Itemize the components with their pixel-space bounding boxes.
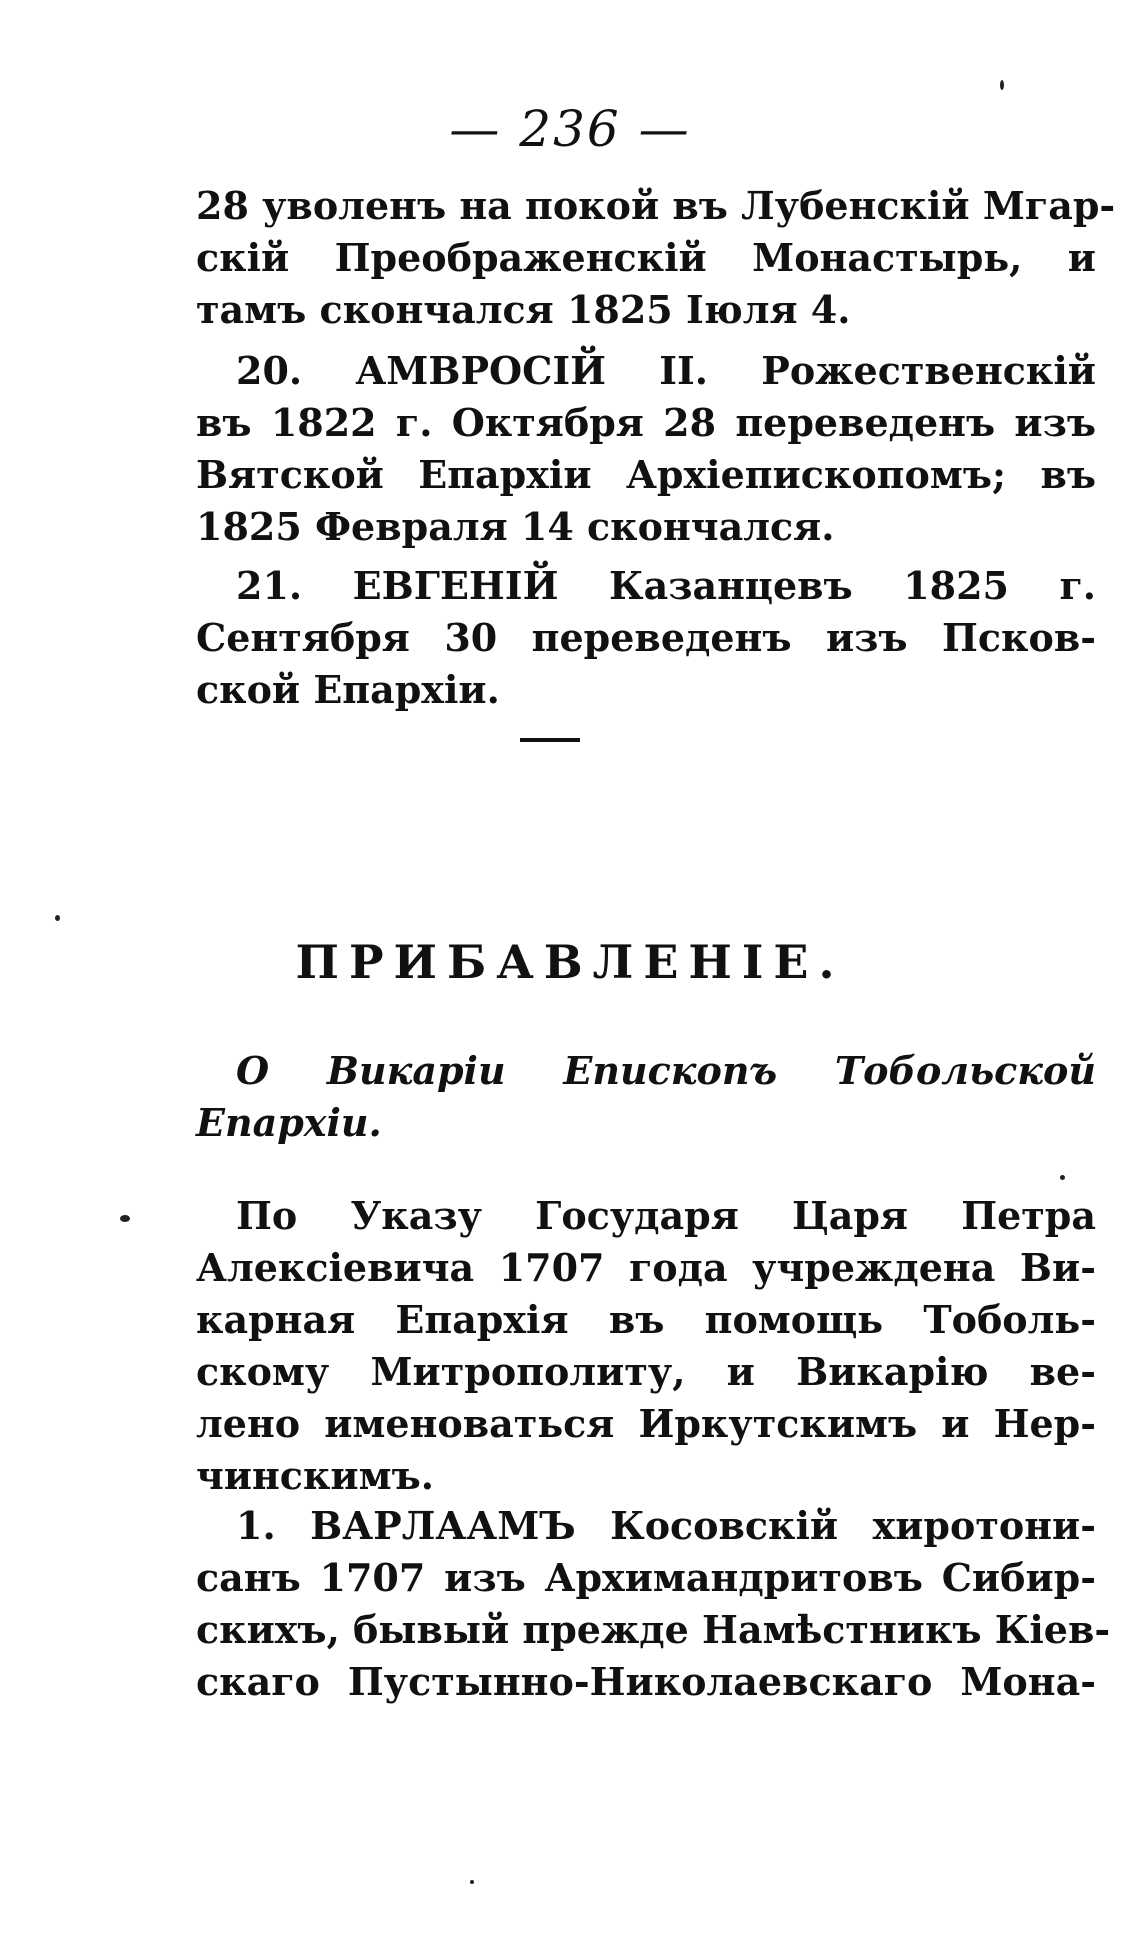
text-line: По Указу Государя Царя Петра: [236, 1193, 1096, 1238]
text-line: О Викаріи Епископъ Тобольской: [236, 1048, 1096, 1093]
text-line: 21. ЕВГЕНІЙ Казанцевъ 1825 г.: [236, 563, 1096, 608]
text-line: 20. АМВРОСІЙ II. Рожественскій: [236, 348, 1096, 393]
page-number: — 236 —: [449, 100, 691, 158]
continuation-paragraph: [196, 180, 1116, 336]
text-line: скому Митрополиту, и Викарію ве-: [196, 1349, 1096, 1394]
entry-20: [196, 345, 1096, 553]
section-heading: ПРИБАВЛЕНІЕ.: [295, 935, 845, 989]
text-line: въ 1822 г. Октября 28 переведенъ изъ: [196, 400, 1096, 445]
scan-speck: [470, 1880, 474, 1884]
decree-paragraph: [196, 1190, 1096, 1502]
scan-speck: [1060, 1175, 1065, 1180]
text-line: Алексіевича 1707 года учреждена Ви-: [196, 1245, 1096, 1290]
text-line: 1825 Февраля 14 скончался.: [196, 504, 835, 549]
scan-speck: [120, 1215, 130, 1222]
scan-speck: [1000, 80, 1004, 90]
text-line: карная Епархія въ помощь Тоболь-: [196, 1297, 1096, 1342]
text-line: скій Преображенскій Монастырь, и: [196, 235, 1096, 280]
text-line: Епархіи.: [196, 1100, 382, 1145]
text-line: скихъ, бывый прежде Намѣстникъ Кіев-: [196, 1607, 1111, 1652]
entry-1: [196, 1500, 1111, 1708]
subheading: [196, 1045, 1096, 1149]
text-line: Вятской Епархіи Архіепископомъ; въ: [196, 452, 1096, 497]
text-line: 28 уволенъ на покой въ Лубенскій Мгар-: [196, 183, 1116, 228]
text-line: лено именоваться Иркутскимъ и Нер-: [196, 1401, 1096, 1446]
text-line: чинскимъ.: [196, 1453, 434, 1498]
scan-speck: [55, 915, 60, 921]
text-line: тамъ скончался 1825 Іюля 4.: [196, 287, 851, 332]
entry-21: [196, 560, 1096, 716]
text-line: санъ 1707 изъ Архимандритовъ Сибир-: [196, 1555, 1096, 1600]
text-line: ской Епархіи.: [196, 667, 500, 712]
section-divider: [520, 738, 580, 742]
text-line: 1. ВАРЛААМЪ Косовскій хиротони-: [236, 1503, 1096, 1548]
text-line: скаго Пустынно-Николаевскаго Мона-: [196, 1659, 1096, 1704]
text-line: Сентября 30 переведенъ изъ Псков-: [196, 615, 1096, 660]
